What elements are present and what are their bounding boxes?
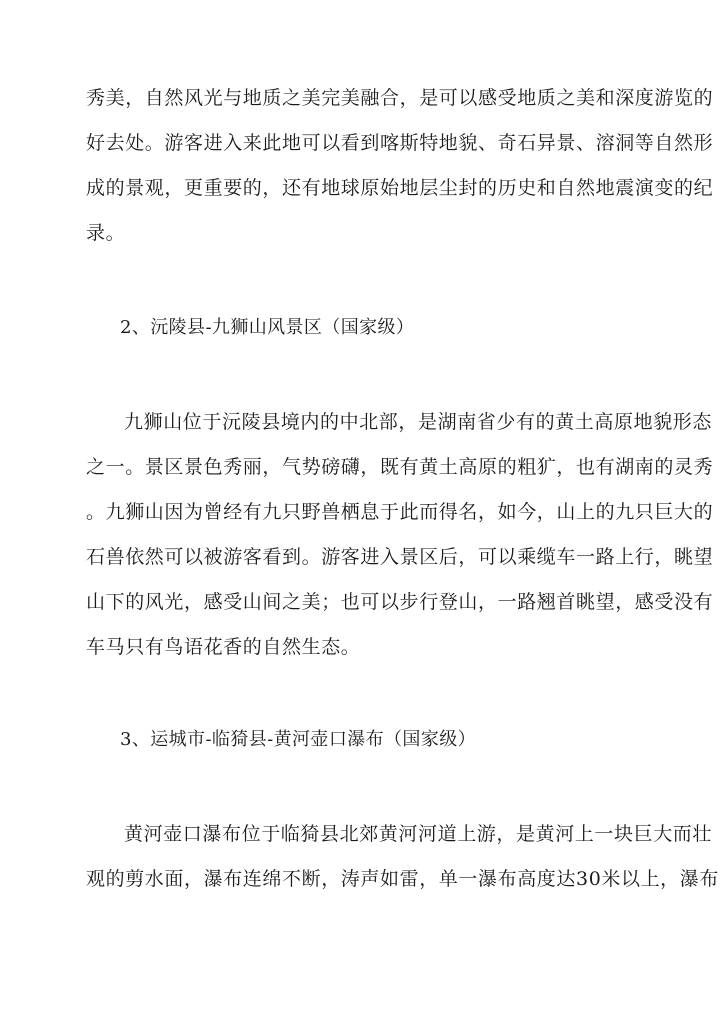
paragraph-line: 石兽依然可以被游客看到。游客进入景区后，可以乘缆车一路上行，眺望 <box>86 546 714 568</box>
paragraph-line: 成的景观，更重要的，还有地球原始地层尘封的历史和自然地震演变的纪 <box>86 177 714 199</box>
paragraph-line: 好去处。游客进入来此地可以看到喀斯特地貌、奇石异景、溶洞等自然形 <box>86 132 714 154</box>
paragraph-line: 山下的风光，感受山间之美；也可以步行登山，一路翘首眺望，感受没有 <box>86 591 714 613</box>
paragraph-line: 录。 <box>86 222 126 244</box>
paragraph-line: 秀美，自然风光与地质之美完美融合，是可以感受地质之美和深度游览的 <box>86 87 714 109</box>
paragraph-line: 九狮山位于沅陵县境内的中北部，是湖南省少有的黄土高原地貌形态 <box>124 411 713 433</box>
paragraph-line: 观的剪水面，瀑布连绵不断，涛声如雷，单一瀑布高度达30米以上，瀑布 <box>86 868 719 890</box>
paragraph-line: 车马只有鸟语花香的自然生态。 <box>86 636 361 658</box>
paragraph-line: 。九狮山因为曾经有九只野兽栖息于此而得名，如今，山上的九只巨大的 <box>86 501 714 523</box>
section-3-heading: 3、运城市-临猗县-黄河壶口瀑布（国家级） <box>120 729 477 750</box>
paragraph-line: 之一。景区景色秀丽，气势磅礴，既有黄土高原的粗犷，也有湖南的灵秀 <box>86 456 714 478</box>
paragraph-line: 黄河壶口瀑布位于临猗县北郊黄河河道上游，是黄河上一块巨大而壮 <box>124 823 713 845</box>
section-2-heading: 2、沅陵县-九狮山风景区（国家级） <box>120 317 415 338</box>
